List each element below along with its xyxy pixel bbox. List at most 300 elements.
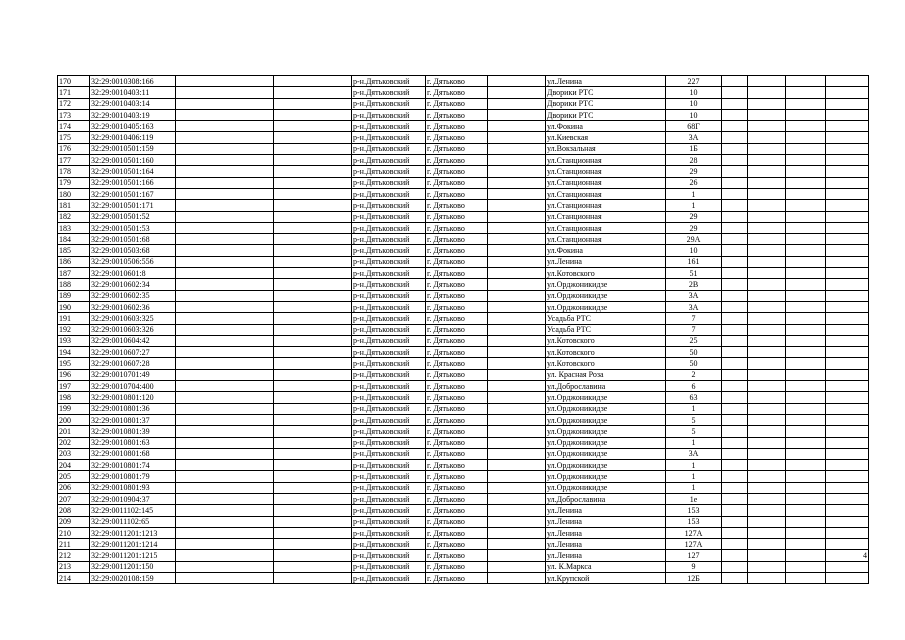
empty-cell — [488, 358, 546, 369]
empty-cell — [274, 516, 352, 527]
empty-cell — [176, 143, 274, 154]
empty-cell — [488, 505, 546, 516]
district-cell: р-н.Дятьковский — [352, 561, 426, 572]
town-cell: г. Дятьково — [426, 460, 488, 471]
empty-cell — [274, 98, 352, 109]
empty-cell — [722, 335, 748, 346]
empty-cell — [722, 381, 748, 392]
town-cell: г. Дятьково — [426, 573, 488, 584]
empty-cell — [176, 211, 274, 222]
extra-value-cell — [826, 200, 869, 211]
empty-cell — [722, 347, 748, 358]
row-number-cell: 203 — [58, 448, 90, 459]
cadastral-number-cell: 32:29:0010501:52 — [90, 211, 176, 222]
empty-cell — [748, 211, 786, 222]
empty-cell — [176, 200, 274, 211]
house-number-cell: 10 — [666, 109, 722, 120]
table-row — [58, 155, 869, 166]
town-cell: г. Дятьково — [426, 222, 488, 233]
street-cell: ул.Вокзальная — [546, 143, 666, 154]
empty-cell — [488, 347, 546, 358]
empty-cell — [176, 121, 274, 132]
extra-value-cell — [826, 76, 869, 87]
empty-cell — [748, 527, 786, 538]
house-number-cell: 7 — [666, 313, 722, 324]
empty-cell — [786, 290, 826, 301]
empty-cell — [786, 211, 826, 222]
street-cell: ул.Котовского — [546, 358, 666, 369]
district-cell: р-н.Дятьковский — [352, 381, 426, 392]
town-cell: г. Дятьково — [426, 324, 488, 335]
extra-value-cell — [826, 268, 869, 279]
table-row — [58, 211, 869, 222]
empty-cell — [722, 448, 748, 459]
empty-cell — [274, 109, 352, 120]
empty-cell — [274, 313, 352, 324]
empty-cell — [722, 460, 748, 471]
empty-cell — [786, 539, 826, 550]
empty-cell — [176, 516, 274, 527]
cadastral-number-cell: 32:29:0010607:28 — [90, 358, 176, 369]
empty-cell — [176, 539, 274, 550]
empty-cell — [748, 437, 786, 448]
empty-cell — [748, 245, 786, 256]
empty-cell — [488, 482, 546, 493]
extra-value-cell — [826, 313, 869, 324]
row-number-cell: 170 — [58, 76, 90, 87]
empty-cell — [274, 539, 352, 550]
empty-cell — [722, 550, 748, 561]
empty-cell — [722, 245, 748, 256]
street-cell: Усадьба РТС — [546, 313, 666, 324]
cadastral-number-cell: 32:29:0010501:167 — [90, 188, 176, 199]
cadastral-number-cell: 32:29:0010602:36 — [90, 301, 176, 312]
empty-cell — [748, 155, 786, 166]
town-cell: г. Дятьково — [426, 177, 488, 188]
empty-cell — [488, 448, 546, 459]
cadastral-number-cell: 32:29:0010506:556 — [90, 256, 176, 267]
street-cell: ул.Станционная — [546, 200, 666, 211]
district-cell: р-н.Дятьковский — [352, 166, 426, 177]
empty-cell — [786, 550, 826, 561]
empty-cell — [722, 268, 748, 279]
empty-cell — [748, 335, 786, 346]
row-number-cell: 194 — [58, 347, 90, 358]
empty-cell — [786, 460, 826, 471]
empty-cell — [176, 358, 274, 369]
empty-cell — [176, 381, 274, 392]
district-cell: р-н.Дятьковский — [352, 177, 426, 188]
extra-value-cell — [826, 493, 869, 504]
empty-cell — [748, 76, 786, 87]
house-number-cell: 51 — [666, 268, 722, 279]
row-number-cell: 200 — [58, 414, 90, 425]
cadastral-number-cell: 32:29:0010503:68 — [90, 245, 176, 256]
empty-cell — [274, 381, 352, 392]
row-number-cell: 206 — [58, 482, 90, 493]
house-number-cell: 5 — [666, 414, 722, 425]
empty-cell — [488, 403, 546, 414]
empty-cell — [176, 335, 274, 346]
row-number-cell: 189 — [58, 290, 90, 301]
empty-cell — [274, 448, 352, 459]
table-row — [58, 76, 869, 87]
empty-cell — [748, 109, 786, 120]
street-cell: ул.Орджоникидзе — [546, 426, 666, 437]
town-cell: г. Дятьково — [426, 188, 488, 199]
town-cell: г. Дятьково — [426, 516, 488, 527]
cadastral-number-cell: 32:29:0011102:145 — [90, 505, 176, 516]
extra-value-cell — [826, 460, 869, 471]
town-cell: г. Дятьково — [426, 539, 488, 550]
empty-cell — [176, 188, 274, 199]
empty-cell — [274, 561, 352, 572]
street-cell: ул.Фокина — [546, 245, 666, 256]
district-cell: р-н.Дятьковский — [352, 347, 426, 358]
empty-cell — [722, 166, 748, 177]
empty-cell — [274, 166, 352, 177]
town-cell: г. Дятьково — [426, 268, 488, 279]
district-cell: р-н.Дятьковский — [352, 234, 426, 245]
street-cell: ул.Ленина — [546, 550, 666, 561]
table-row — [58, 234, 869, 245]
row-number-cell: 204 — [58, 460, 90, 471]
district-cell: р-н.Дятьковский — [352, 392, 426, 403]
cadastral-number-cell: 32:29:0010801:74 — [90, 460, 176, 471]
district-cell: р-н.Дятьковский — [352, 245, 426, 256]
town-cell: г. Дятьково — [426, 109, 488, 120]
empty-cell — [748, 132, 786, 143]
street-cell: ул.Станционная — [546, 155, 666, 166]
house-number-cell: 6 — [666, 381, 722, 392]
empty-cell — [274, 335, 352, 346]
row-number-cell: 195 — [58, 358, 90, 369]
empty-cell — [488, 256, 546, 267]
table-row — [58, 143, 869, 154]
empty-cell — [748, 256, 786, 267]
district-cell: р-н.Дятьковский — [352, 301, 426, 312]
empty-cell — [488, 301, 546, 312]
empty-cell — [274, 403, 352, 414]
empty-cell — [722, 573, 748, 584]
empty-cell — [722, 211, 748, 222]
empty-cell — [274, 143, 352, 154]
empty-cell — [786, 347, 826, 358]
empty-cell — [274, 234, 352, 245]
empty-cell — [722, 527, 748, 538]
empty-cell — [488, 290, 546, 301]
cadastral-number-cell: 32:29:0010403:11 — [90, 87, 176, 98]
cadastral-number-cell: 32:29:0010403:14 — [90, 98, 176, 109]
row-number-cell: 212 — [58, 550, 90, 561]
empty-cell — [748, 313, 786, 324]
row-number-cell: 205 — [58, 471, 90, 482]
extra-value-cell — [826, 335, 869, 346]
town-cell: г. Дятьково — [426, 76, 488, 87]
empty-cell — [786, 482, 826, 493]
table-row — [58, 313, 869, 324]
empty-cell — [786, 245, 826, 256]
empty-cell — [274, 437, 352, 448]
street-cell: ул.Котовского — [546, 347, 666, 358]
empty-cell — [488, 211, 546, 222]
town-cell: г. Дятьково — [426, 561, 488, 572]
street-cell: ул.Орджоникидзе — [546, 471, 666, 482]
town-cell: г. Дятьково — [426, 358, 488, 369]
empty-cell — [722, 200, 748, 211]
cadastral-number-cell: 32:29:0011201:1214 — [90, 539, 176, 550]
cadastral-number-cell: 32:29:0010405:163 — [90, 121, 176, 132]
extra-value-cell — [826, 324, 869, 335]
empty-cell — [722, 76, 748, 87]
house-number-cell: 1 — [666, 437, 722, 448]
empty-cell — [176, 426, 274, 437]
row-number-cell: 196 — [58, 369, 90, 380]
cadastral-number-cell: 32:29:0011201:150 — [90, 561, 176, 572]
table-row — [58, 98, 869, 109]
empty-cell — [488, 381, 546, 392]
empty-cell — [786, 132, 826, 143]
town-cell: г. Дятьково — [426, 347, 488, 358]
empty-cell — [274, 188, 352, 199]
street-cell: ул.Орджоникидзе — [546, 437, 666, 448]
extra-value-cell — [826, 132, 869, 143]
house-number-cell: 12Б — [666, 573, 722, 584]
district-cell: р-н.Дятьковский — [352, 550, 426, 561]
empty-cell — [722, 403, 748, 414]
street-cell: ул.Станционная — [546, 222, 666, 233]
empty-cell — [722, 482, 748, 493]
district-cell: р-н.Дятьковский — [352, 155, 426, 166]
empty-cell — [748, 200, 786, 211]
empty-cell — [722, 516, 748, 527]
empty-cell — [488, 335, 546, 346]
town-cell: г. Дятьково — [426, 200, 488, 211]
empty-cell — [722, 188, 748, 199]
empty-cell — [748, 290, 786, 301]
town-cell: г. Дятьково — [426, 256, 488, 267]
empty-cell — [488, 132, 546, 143]
empty-cell — [786, 437, 826, 448]
row-number-cell: 180 — [58, 188, 90, 199]
row-number-cell: 187 — [58, 268, 90, 279]
empty-cell — [786, 222, 826, 233]
empty-cell — [488, 222, 546, 233]
street-cell: ул.Станционная — [546, 177, 666, 188]
cadastral-number-cell: 32:29:0010603:326 — [90, 324, 176, 335]
cadastral-number-cell: 32:29:0011102:65 — [90, 516, 176, 527]
house-number-cell: 2В — [666, 279, 722, 290]
house-number-cell: 3А — [666, 301, 722, 312]
street-cell: ул. К.Маркса — [546, 561, 666, 572]
empty-cell — [488, 155, 546, 166]
extra-value-cell — [826, 573, 869, 584]
extra-value-cell — [826, 279, 869, 290]
row-number-cell: 178 — [58, 166, 90, 177]
cadastral-number-cell: 32:29:0011201:1215 — [90, 550, 176, 561]
extra-value-cell — [826, 143, 869, 154]
empty-cell — [176, 505, 274, 516]
extra-value-cell — [826, 188, 869, 199]
empty-cell — [176, 313, 274, 324]
empty-cell — [786, 109, 826, 120]
extra-value-cell — [826, 109, 869, 120]
extra-value-cell — [826, 358, 869, 369]
empty-cell — [748, 347, 786, 358]
empty-cell — [274, 132, 352, 143]
empty-cell — [176, 234, 274, 245]
cadastral-number-cell: 32:29:0010603:325 — [90, 313, 176, 324]
empty-cell — [488, 426, 546, 437]
empty-cell — [748, 573, 786, 584]
district-cell: р-н.Дятьковский — [352, 279, 426, 290]
empty-cell — [786, 234, 826, 245]
street-cell: ул.Котовского — [546, 335, 666, 346]
table-row — [58, 527, 869, 538]
house-number-cell: 161 — [666, 256, 722, 267]
house-number-cell: 127 — [666, 550, 722, 561]
table-row — [58, 448, 869, 459]
empty-cell — [722, 313, 748, 324]
empty-cell — [722, 177, 748, 188]
district-cell: р-н.Дятьковский — [352, 109, 426, 120]
empty-cell — [786, 369, 826, 380]
empty-cell — [274, 290, 352, 301]
table-row — [58, 132, 869, 143]
cadastral-number-cell: 32:29:0010501:68 — [90, 234, 176, 245]
empty-cell — [274, 245, 352, 256]
town-cell: г. Дятьково — [426, 527, 488, 538]
house-number-cell: 7 — [666, 324, 722, 335]
empty-cell — [488, 527, 546, 538]
cadastral-number-cell: 32:29:0010801:36 — [90, 403, 176, 414]
district-cell: р-н.Дятьковский — [352, 516, 426, 527]
house-number-cell: 1е — [666, 493, 722, 504]
town-cell: г. Дятьково — [426, 505, 488, 516]
house-number-cell: 50 — [666, 347, 722, 358]
table-row — [58, 426, 869, 437]
house-number-cell: 1 — [666, 471, 722, 482]
house-number-cell: 10 — [666, 98, 722, 109]
table-row — [58, 550, 869, 561]
empty-cell — [722, 369, 748, 380]
extra-value-cell — [826, 414, 869, 425]
empty-cell — [748, 188, 786, 199]
empty-cell — [748, 143, 786, 154]
empty-cell — [176, 177, 274, 188]
house-number-cell: 63 — [666, 392, 722, 403]
table-row — [58, 493, 869, 504]
empty-cell — [786, 268, 826, 279]
empty-cell — [748, 121, 786, 132]
row-number-cell: 177 — [58, 155, 90, 166]
row-number-cell: 183 — [58, 222, 90, 233]
town-cell: г. Дятьково — [426, 392, 488, 403]
empty-cell — [274, 505, 352, 516]
empty-cell — [786, 426, 826, 437]
empty-cell — [176, 493, 274, 504]
street-cell: ул.Котовского — [546, 268, 666, 279]
street-cell: Дворики РТС — [546, 109, 666, 120]
empty-cell — [722, 222, 748, 233]
row-number-cell: 181 — [58, 200, 90, 211]
table-row — [58, 471, 869, 482]
cadastral-number-cell: 32:29:0010801:68 — [90, 448, 176, 459]
empty-cell — [722, 87, 748, 98]
house-number-cell: 29 — [666, 222, 722, 233]
row-number-cell: 193 — [58, 335, 90, 346]
extra-value-cell — [826, 301, 869, 312]
row-number-cell: 186 — [58, 256, 90, 267]
town-cell: г. Дятьково — [426, 211, 488, 222]
table-row — [58, 573, 869, 584]
extra-value-cell — [826, 381, 869, 392]
empty-cell — [274, 347, 352, 358]
district-cell: р-н.Дятьковский — [352, 87, 426, 98]
district-cell: р-н.Дятьковский — [352, 211, 426, 222]
empty-cell — [748, 426, 786, 437]
cadastral-number-cell: 32:29:0010501:164 — [90, 166, 176, 177]
empty-cell — [786, 392, 826, 403]
extra-value-cell — [826, 561, 869, 572]
extra-value-cell — [826, 403, 869, 414]
row-number-cell: 208 — [58, 505, 90, 516]
row-number-cell: 176 — [58, 143, 90, 154]
cadastral-number-cell: 32:29:0010501:171 — [90, 200, 176, 211]
house-number-cell: 29 — [666, 166, 722, 177]
empty-cell — [722, 290, 748, 301]
extra-value-cell — [826, 426, 869, 437]
town-cell: г. Дятьково — [426, 279, 488, 290]
empty-cell — [274, 358, 352, 369]
empty-cell — [786, 573, 826, 584]
street-cell: ул.Доброславина — [546, 381, 666, 392]
empty-cell — [274, 550, 352, 561]
empty-cell — [488, 561, 546, 572]
street-cell: ул.Орджоникидзе — [546, 414, 666, 425]
empty-cell — [488, 392, 546, 403]
empty-cell — [748, 403, 786, 414]
empty-cell — [274, 177, 352, 188]
empty-cell — [722, 493, 748, 504]
street-cell: ул.Ленина — [546, 539, 666, 550]
town-cell: г. Дятьково — [426, 381, 488, 392]
empty-cell — [748, 493, 786, 504]
house-number-cell: 153 — [666, 505, 722, 516]
empty-cell — [722, 98, 748, 109]
empty-cell — [722, 437, 748, 448]
street-cell: ул.Орджоникидзе — [546, 448, 666, 459]
empty-cell — [786, 516, 826, 527]
property-register-table — [57, 75, 869, 584]
empty-cell — [722, 505, 748, 516]
empty-cell — [748, 460, 786, 471]
cadastral-number-cell: 32:29:0010607:27 — [90, 347, 176, 358]
row-number-cell: 191 — [58, 313, 90, 324]
town-cell: г. Дятьково — [426, 448, 488, 459]
district-cell: р-н.Дятьковский — [352, 471, 426, 482]
district-cell: р-н.Дятьковский — [352, 403, 426, 414]
empty-cell — [176, 76, 274, 87]
empty-cell — [176, 166, 274, 177]
empty-cell — [488, 166, 546, 177]
table-row — [58, 381, 869, 392]
empty-cell — [176, 290, 274, 301]
district-cell: р-н.Дятьковский — [352, 539, 426, 550]
empty-cell — [748, 392, 786, 403]
empty-cell — [748, 301, 786, 312]
empty-cell — [748, 177, 786, 188]
